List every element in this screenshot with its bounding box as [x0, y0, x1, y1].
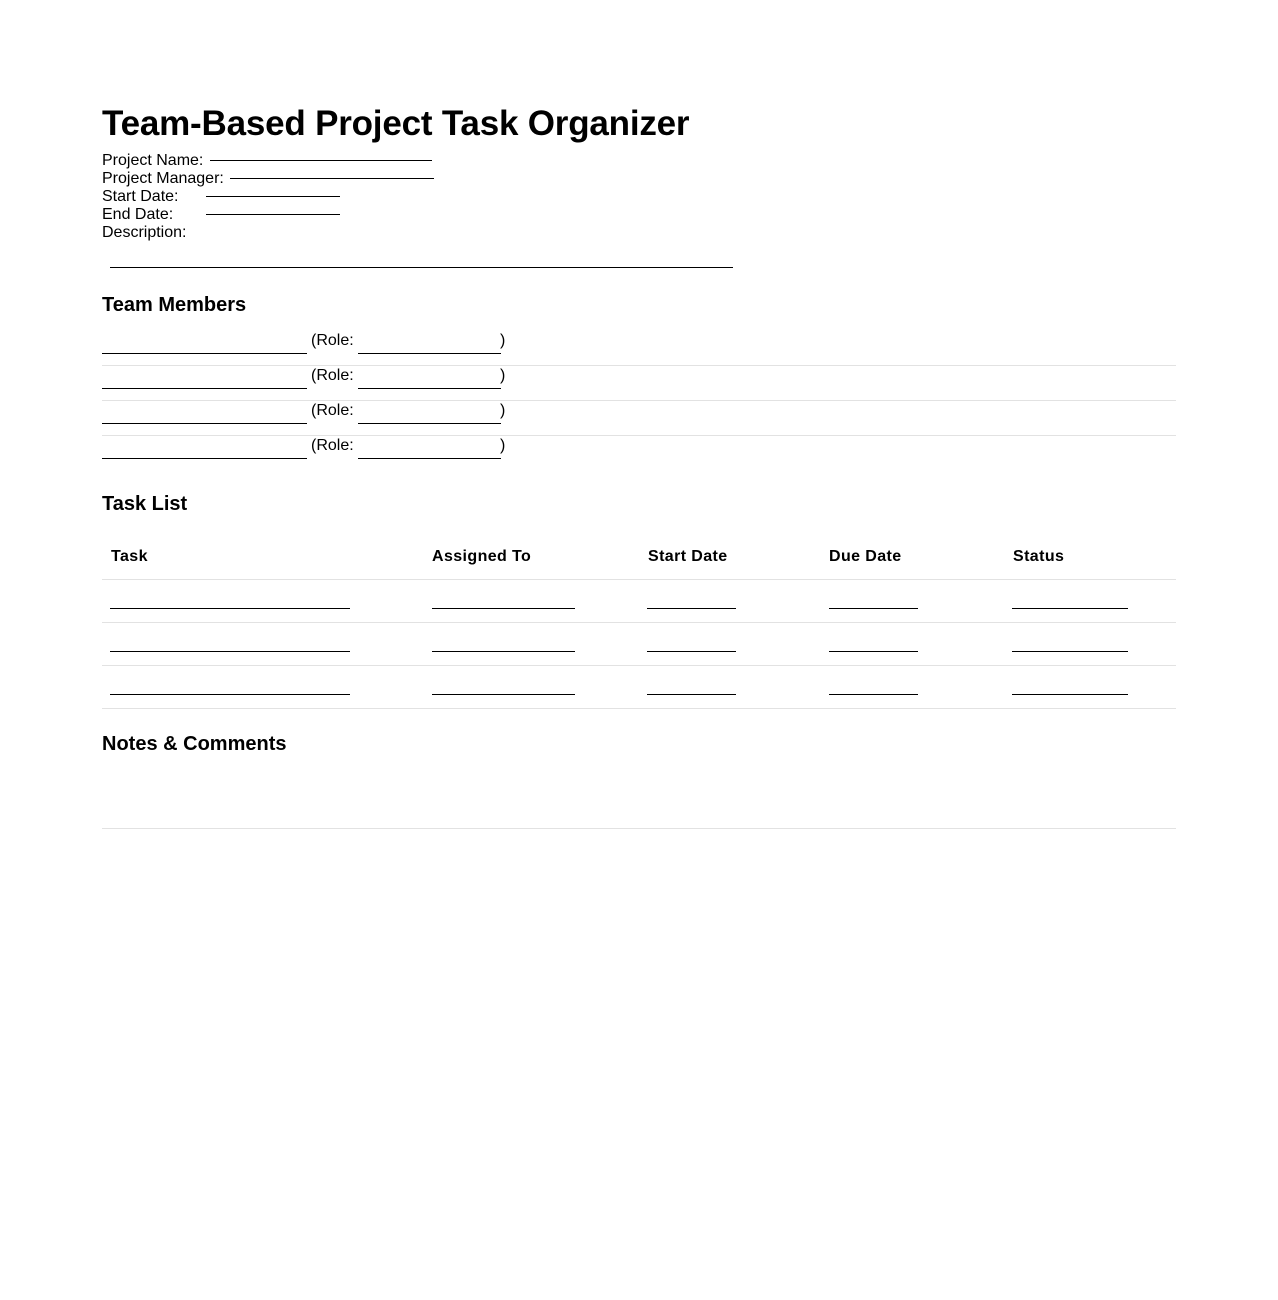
member-name-field[interactable] — [102, 458, 307, 459]
project-manager-row — [102, 170, 1176, 188]
project-manager-field[interactable] — [230, 178, 434, 179]
task-list-heading: Task List — [102, 493, 188, 515]
table-row — [102, 580, 1176, 623]
status-field[interactable] — [1012, 608, 1128, 609]
start-date-label: Start Date: — [102, 188, 179, 205]
task-table-header — [102, 537, 1176, 580]
due-date-field[interactable] — [829, 608, 918, 609]
member-name-field[interactable] — [102, 353, 307, 354]
task-table — [102, 537, 1176, 709]
description-field[interactable] — [110, 267, 733, 268]
member-name-field[interactable] — [102, 388, 307, 389]
role-suffix: ) — [500, 332, 506, 349]
document-page — [102, 100, 1176, 755]
column-header-due-date: Due Date — [829, 548, 902, 565]
due-date-field[interactable] — [829, 694, 918, 695]
project-name-row — [102, 152, 1176, 170]
team-member-row — [102, 365, 1176, 401]
assigned-to-field[interactable] — [432, 694, 575, 695]
member-role-field[interactable] — [358, 353, 501, 354]
status-field[interactable] — [1012, 694, 1128, 695]
task-field[interactable] — [110, 651, 350, 652]
start-date-field[interactable] — [206, 196, 340, 197]
start-date-row — [102, 188, 1176, 206]
description-row — [102, 224, 1176, 242]
column-header-status: Status — [1013, 548, 1065, 565]
role-suffix: ) — [500, 402, 506, 419]
task-field[interactable] — [110, 694, 350, 695]
due-date-field[interactable] — [829, 651, 918, 652]
project-manager-label: Project Manager: — [102, 170, 224, 187]
notes-field[interactable] — [102, 780, 1176, 829]
role-prefix: (Role: — [311, 437, 354, 454]
end-date-field[interactable] — [206, 214, 340, 215]
page-title: Team-Based Project Task Organizer — [102, 104, 690, 143]
column-header-task: Task — [111, 548, 148, 565]
project-name-field[interactable] — [210, 160, 432, 161]
notes-heading: Notes & Comments — [102, 733, 287, 755]
end-date-row — [102, 206, 1176, 224]
task-field[interactable] — [110, 608, 350, 609]
task-start-date-field[interactable] — [647, 694, 736, 695]
role-prefix: (Role: — [311, 402, 354, 419]
task-start-date-field[interactable] — [647, 651, 736, 652]
team-member-row — [102, 400, 1176, 436]
team-members-heading: Team Members — [102, 294, 247, 316]
column-header-assigned-to: Assigned To — [432, 548, 532, 565]
role-prefix: (Role: — [311, 332, 354, 349]
description-label: Description: — [102, 224, 187, 241]
role-suffix: ) — [500, 437, 506, 454]
member-name-field[interactable] — [102, 423, 307, 424]
status-field[interactable] — [1012, 651, 1128, 652]
team-member-row — [102, 330, 1176, 366]
table-row — [102, 623, 1176, 666]
end-date-label: End Date: — [102, 206, 174, 223]
column-header-start-date: Start Date — [648, 548, 728, 565]
member-role-field[interactable] — [358, 423, 501, 424]
table-row — [102, 666, 1176, 709]
role-prefix: (Role: — [311, 367, 354, 384]
team-member-row — [102, 435, 1176, 470]
task-start-date-field[interactable] — [647, 608, 736, 609]
assigned-to-field[interactable] — [432, 608, 575, 609]
member-role-field[interactable] — [358, 458, 501, 459]
role-suffix: ) — [500, 367, 506, 384]
member-role-field[interactable] — [358, 388, 501, 389]
assigned-to-field[interactable] — [432, 651, 575, 652]
project-info — [102, 152, 1176, 242]
project-name-label: Project Name: — [102, 152, 204, 169]
